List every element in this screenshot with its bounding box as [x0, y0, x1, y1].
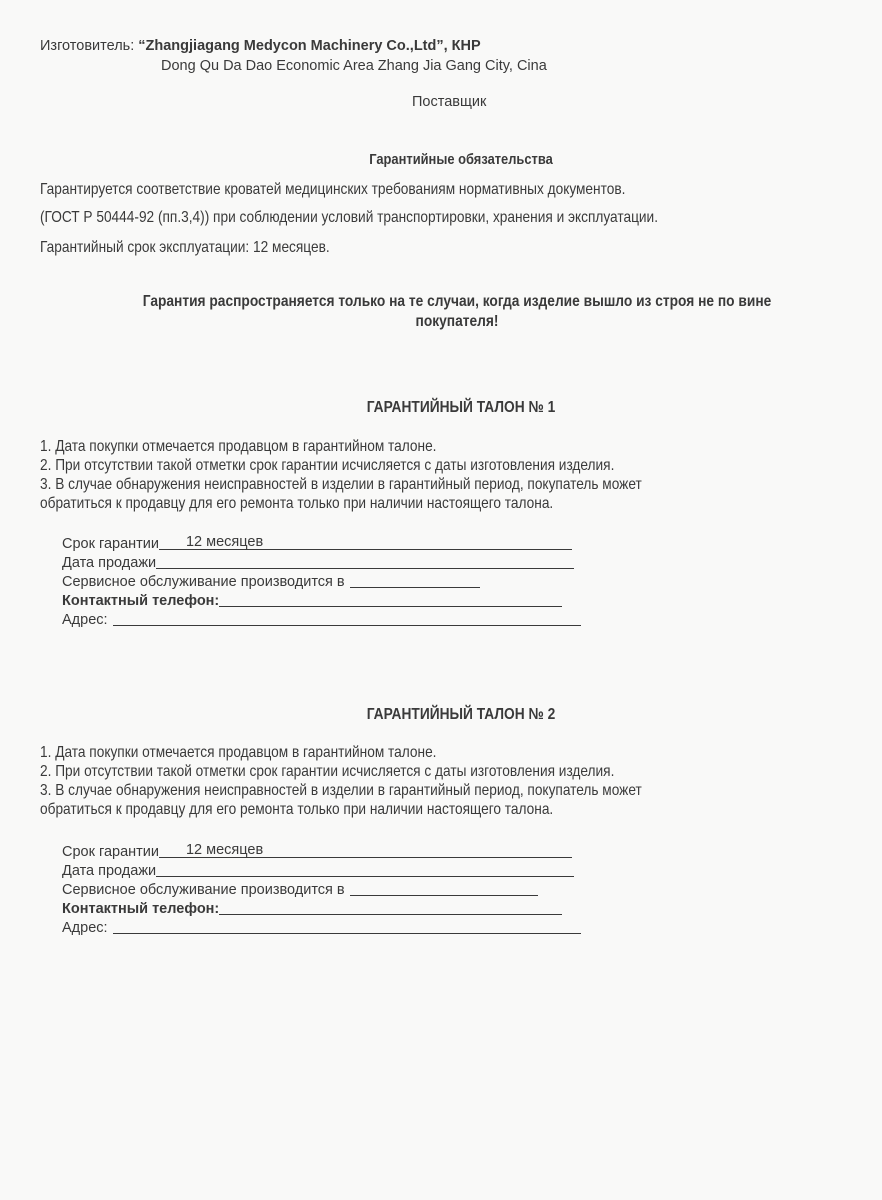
phone-input[interactable]: [219, 899, 562, 915]
manufacturer-name: “Zhangjiagang Medycon Machinery Co.,Ltd”, КНР: [138, 38, 481, 54]
sale-date-label: Дата продажи: [62, 863, 157, 879]
address-label: Адрес:: [62, 612, 108, 628]
talon-rule: обратиться к продавцу для его ремонта только при наличии настоящего талона.: [40, 801, 554, 818]
address-input[interactable]: [113, 918, 581, 934]
guarantee-paragraph: (ГОСТ Р 50444-92 (пп.3,4)) при соблюдении условий транспортировки, хранения и эксплуатации.: [40, 209, 659, 226]
talon-rule: 3. В случае обнаружения неисправностей в изделии в гарантийный период, покупатель может: [40, 782, 642, 799]
phone-field: [62, 590, 562, 609]
manufacturer-label: Изготовитель:: [40, 38, 135, 54]
address-field: [62, 917, 581, 936]
talon-rule: 3. В случае обнаружения неисправностей в изделии в гарантийный период, покупатель может: [40, 476, 642, 493]
sale-date-field: [62, 552, 574, 571]
address-field: [62, 609, 581, 628]
warranty-period-label: Срок гарантии: [62, 844, 159, 860]
warranty-period-input[interactable]: [159, 534, 572, 550]
sale-date-label: Дата продажи: [62, 555, 157, 571]
sale-date-field: [62, 860, 574, 879]
phone-label: Контактный телефон:: [62, 901, 220, 917]
phone-label: Контактный телефон:: [62, 593, 220, 609]
address-input[interactable]: [113, 610, 581, 626]
service-label: Сервисное обслуживание производится в: [62, 574, 345, 590]
talon-rule: 2. При отсутствии такой отметки срок гарантии исчисляется с даты изготовления изделия.: [40, 457, 615, 474]
sale-date-input[interactable]: [156, 861, 574, 877]
service-label: Сервисное обслуживание производится в: [62, 882, 345, 898]
warranty-period-field: [62, 841, 572, 860]
talon-rule: 2. При отсутствии такой отметки срок гарантии исчисляется с даты изготовления изделия.: [40, 763, 615, 780]
guarantee-paragraph: Гарантируется соответствие кроватей медицинских требованиям нормативных документов.: [40, 181, 626, 198]
warranty-period-value: 12 месяцев: [185, 842, 264, 858]
sale-date-input[interactable]: [156, 553, 574, 569]
service-input[interactable]: [350, 880, 538, 896]
talon-title: ГАРАНТИЙНЫЙ ТАЛОН № 1: [366, 399, 556, 416]
phone-field: [62, 898, 562, 917]
supplier-label: Поставщик: [412, 94, 487, 110]
phone-input[interactable]: [219, 591, 562, 607]
warranty-period-label: Срок гарантии: [62, 536, 159, 552]
address-label: Адрес:: [62, 920, 108, 936]
guarantee-paragraph: Гарантийный срок эксплуатации: 12 месяцев.: [40, 239, 330, 256]
talon-rule: обратиться к продавцу для его ремонта только при наличии настоящего талона.: [40, 495, 554, 512]
guarantee-title: Гарантийные обязательства: [369, 151, 553, 168]
talon-rule: 1. Дата покупки отмечается продавцом в гарантийном талоне.: [40, 438, 437, 455]
guarantee-notice-text: Гарантия распространяется только на те случаи, когда изделие вышло из строя не по вине покупателя!: [142, 293, 772, 330]
manufacturer-line: [40, 38, 481, 54]
warranty-period-value: 12 месяцев: [185, 534, 264, 550]
service-input[interactable]: [350, 572, 480, 588]
service-field: [62, 879, 538, 898]
talon-title: ГАРАНТИЙНЫЙ ТАЛОН № 2: [366, 706, 556, 723]
guarantee-notice: [62, 292, 852, 332]
talon-rule: 1. Дата покупки отмечается продавцом в гарантийном талоне.: [40, 744, 437, 761]
warranty-period-input[interactable]: [159, 842, 572, 858]
warranty-period-field: [62, 533, 572, 552]
service-field: [62, 571, 480, 590]
manufacturer-address: Dong Qu Da Dao Economic Area Zhang Jia Gang City, Cina: [161, 58, 547, 74]
